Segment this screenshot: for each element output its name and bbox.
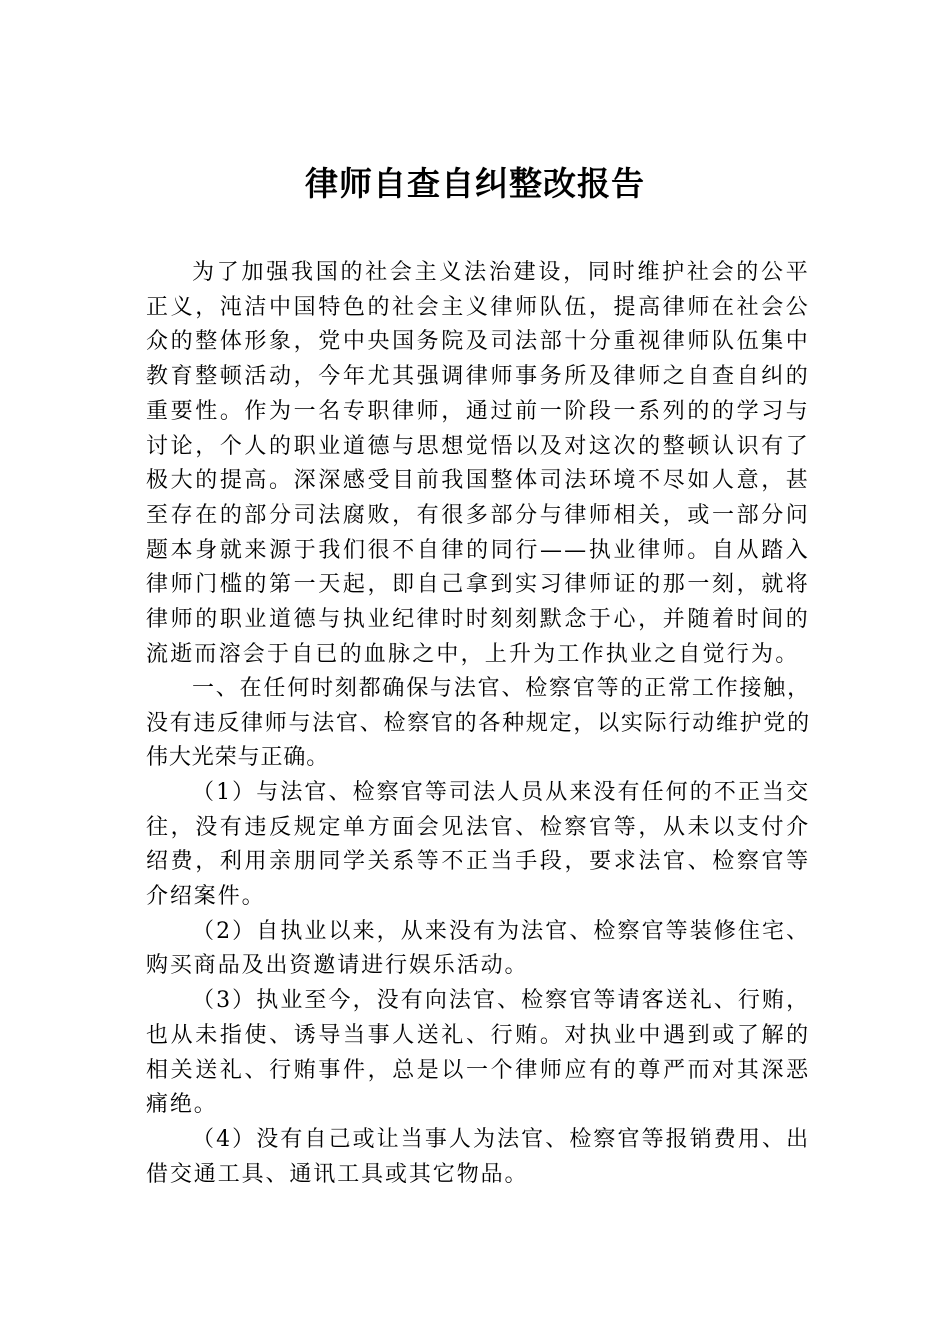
section-heading-1: 一、在任何时刻都确保与法官、检察官等的正常工作接触，没有违反律师与法官、检察官的各种规定，以实际行动维护党的伟大光荣与正确。 <box>146 676 810 771</box>
list-item-3: （3）执业至今，没有向法官、检察官等请客送礼、行贿，也从未指使、诱导当事人送礼、行贿。对执业中遇到或了解的相关送礼、行贿事件，总是以一个律师应有的尊严而对其深恶痛绝。 <box>146 988 810 1118</box>
document-title: 律师自查自纠整改报告 <box>305 164 645 203</box>
list-item-1: （1）与法官、检察官等司法人员从来没有任何的不正当交往，没有违反规定单方面会见法官、检察官等，从未以支付介绍费，利用亲朋同学关系等不正当手段，要求法官、检察官等介绍案件。 <box>146 779 810 910</box>
list-item-4: （4）没有自己或让当事人为法官、检察官等报销费用、出借交通工具、通讯工具或其它物品。 <box>146 1126 810 1187</box>
document-body <box>146 256 810 1192</box>
intro-paragraph: 为了加强我国的社会主义法治建设，同时维护社会的公平正义，沌洁中国特色的社会主义律师队伍，提高律师在社会公众的整体形象，党中央国务院及司法部十分重视律师队伍集中教育整顿活动，今年尤其强调律师事务所及律师之自查自纠的重要性。作为一名专职律师，通过前一阶段一系列的的学习与讨论，个人的职业道德与思想觉悟以及对这次的整顿认识有了极大的提高。深深感受目前我国整体司法环境不尽如人意，甚至存在的部分司法腐败，有很多部分与律师相关，或一部分问题本身就来源于我们很不自律的同行——执业律师。自从踏入律师门槛的第一天起，即自己拿到实习律师证的那一刻，就将律师的职业道德与执业纪律时时刻刻默念于心，并随着时间的流逝而溶会于自已的血脉之中，上升为工作执业之自觉行为。 <box>146 260 810 667</box>
list-item-2: （2）自执业以来，从来没有为法官、检察官等装修住宅、购买商品及出资邀请进行娱乐活动。 <box>146 918 810 979</box>
